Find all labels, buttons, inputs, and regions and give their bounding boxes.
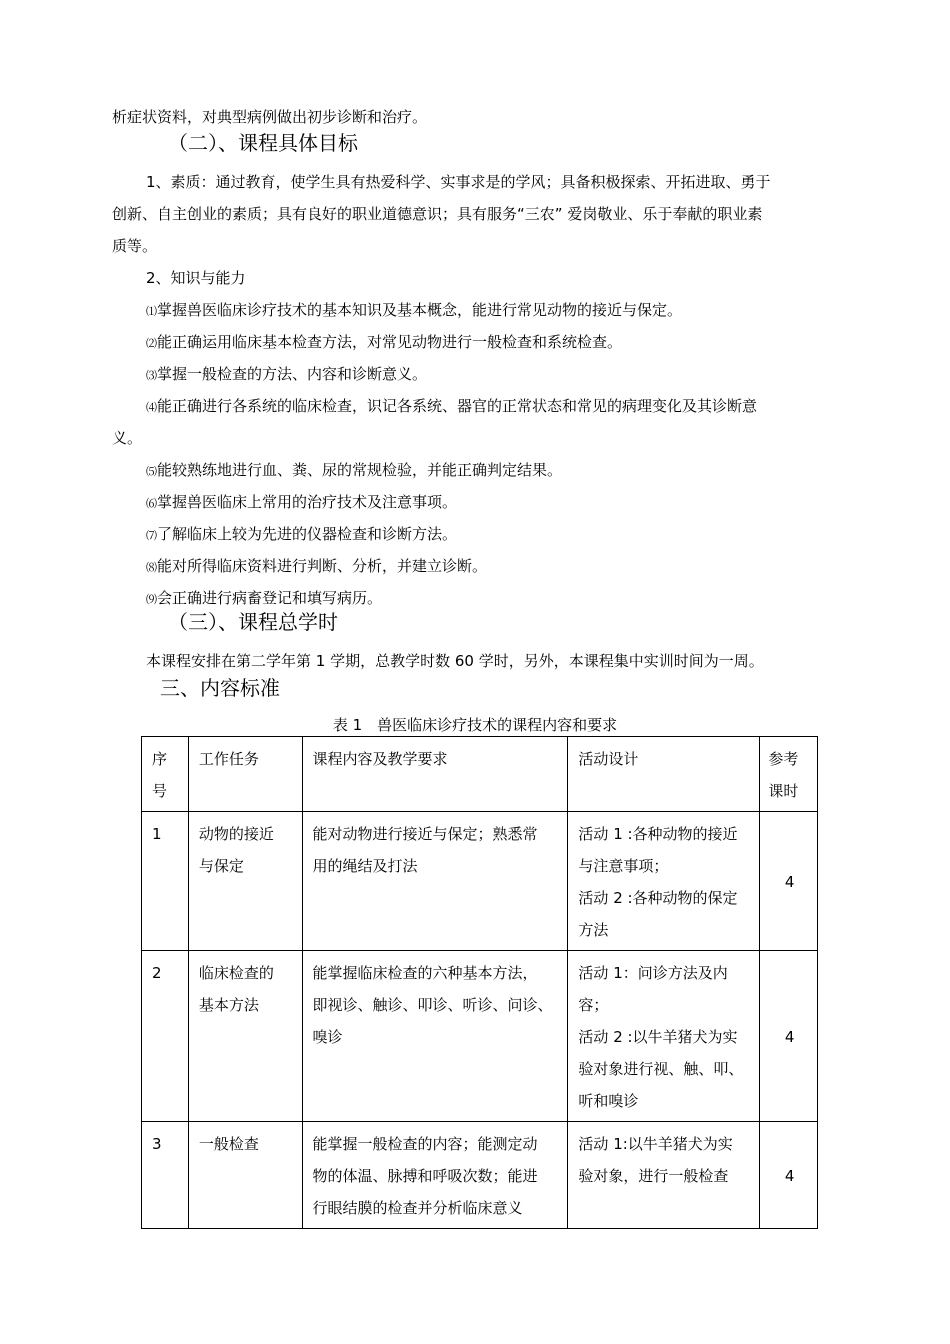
header-content: 课程内容及教学要求 <box>302 737 568 812</box>
course-content-table <box>141 736 818 1229</box>
objective-item: ⑸能较熟练地进行血、粪、尿的常规检验，并能正确判定结果。 <box>146 461 563 479</box>
quality-line-1: 1、素质：通过教育，使学生具有热爱科学、实事求是的学风；具备积极探索、开拓进取、勇于 <box>146 173 771 191</box>
cell-task: 临床检查的 基本方法 <box>188 951 302 1122</box>
cell-seq: 2 <box>142 951 189 1122</box>
section-content-title: 三、内容标准 <box>160 676 280 700</box>
knowledge-title: 2、知识与能力 <box>146 269 246 287</box>
cell-activity: 活动 1:以牛羊猪犬为实 验对象，进行一般检查 <box>568 1122 760 1229</box>
cell-task: 一般检查 <box>188 1122 302 1229</box>
table-row <box>142 812 818 951</box>
cell-seq: 1 <box>142 812 189 951</box>
quality-line-2: 创新、自主创业的素质；具有良好的职业道德意识；具有服务“三农” 爱岗敬业、乐于奉献的职业素 <box>112 205 763 223</box>
objective-item: ⑴掌握兽医临床诊疗技术的基本知识及基本概念，能进行常见动物的接近与保定。 <box>146 301 683 319</box>
header-hours: 参考 课时 <box>760 737 818 812</box>
section-hours-title: （三）、课程总学时 <box>168 610 338 634</box>
objective-item: ⑹掌握兽医临床上常用的治疗技术及注意事项。 <box>146 493 458 511</box>
section-goals-title: （二）、课程具体目标 <box>168 131 358 155</box>
objective-item: ⑼会正确进行病畜登记和填写病历。 <box>146 589 383 607</box>
cell-activity: 活动 1：问诊方法及内 容； 活动 2 :以牛羊猪犬为实 验对象进行视、触、叩、 听和嗅诊 <box>568 951 760 1122</box>
table-row <box>142 1122 818 1229</box>
objective-item: ⑷能正确进行各系统的临床检查，识记各系统、器官的正常状态和常见的病理变化及其诊断意 <box>146 397 758 415</box>
cell-content: 能掌握临床检查的六种基本方法， 即视诊、触诊、叩诊、听诊、问诊、 嗅诊 <box>302 951 568 1122</box>
cell-seq: 3 <box>142 1122 189 1229</box>
table-header-row <box>142 737 818 812</box>
cell-hours: 4 <box>760 1122 818 1229</box>
cell-hours: 4 <box>760 812 818 951</box>
objective-item: ⑵能正确运用临床基本检查方法，对常见动物进行一般检查和系统检查。 <box>146 333 623 351</box>
header-seq: 序 号 <box>142 737 189 812</box>
objective-item-continuation: 义。 <box>112 429 143 447</box>
objective-item: ⑺了解临床上较为先进的仪器检查和诊断方法。 <box>146 525 458 543</box>
header-activity: 活动设计 <box>568 737 760 812</box>
table-caption: 表 1 兽医临床诊疗技术的课程内容和要求 <box>332 716 618 734</box>
cell-task: 动物的接近 与保定 <box>188 812 302 951</box>
cell-content: 能对动物进行接近与保定；熟悉常 用的绳结及打法 <box>302 812 568 951</box>
cell-hours: 4 <box>760 951 818 1122</box>
hours-text: 本课程安排在第二学年第 1 学期，总教学时数 60 学时，另外，本课程集中实训时间为一周。 <box>146 652 764 670</box>
header-task: 工作任务 <box>188 737 302 812</box>
cell-activity: 活动 1 :各种动物的接近 与注意事项； 活动 2 :各种动物的保定 方法 <box>568 812 760 951</box>
quality-line-3: 质等。 <box>112 237 158 255</box>
objective-item: ⑻能对所得临床资料进行判断、分析，并建立诊断。 <box>146 557 488 575</box>
objective-item: ⑶掌握一般检查的方法、内容和诊断意义。 <box>146 365 428 383</box>
table-row <box>142 951 818 1122</box>
intro-tail-text: 析症状资料，对典型病例做出初步诊断和治疗。 <box>112 108 428 126</box>
cell-content: 能掌握一般检查的内容；能测定动 物的体温、脉搏和呼吸次数；能进 行眼结膜的检查并分析临床意义 <box>302 1122 568 1229</box>
